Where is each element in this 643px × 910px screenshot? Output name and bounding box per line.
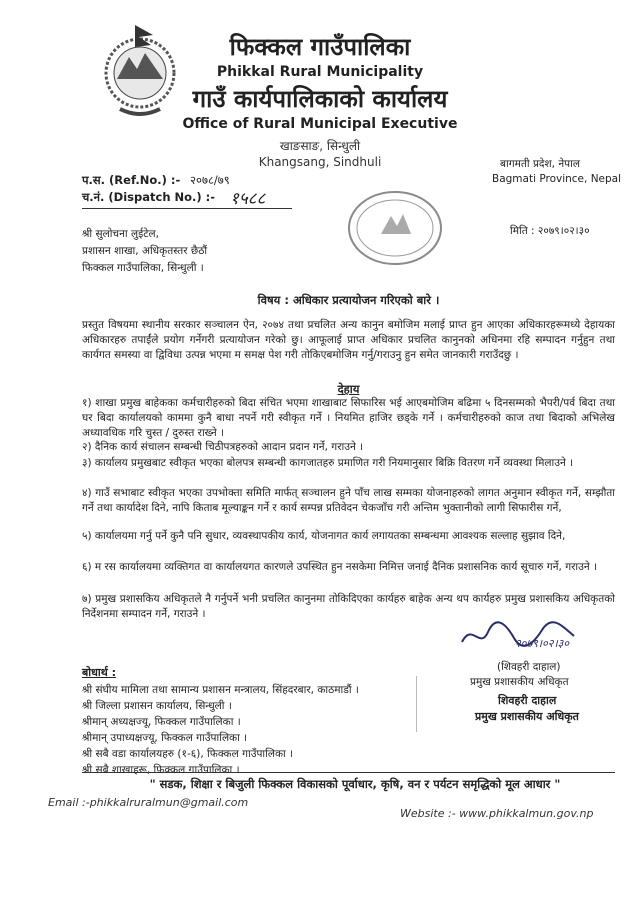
subject: विषय : अधिकार प्रत्यायोजन गरिएको बारे । bbox=[257, 293, 440, 307]
ref-label: प.स. (Ref.No.) :- bbox=[82, 173, 181, 187]
ref-value: २०७८/७९ bbox=[190, 173, 230, 187]
place-en: Khangsang, Sindhuli bbox=[258, 155, 382, 169]
list-title: देहाय bbox=[337, 382, 360, 396]
signer-name: (शिवहरी दाहाल) bbox=[497, 661, 561, 673]
body-paragraph: प्रस्तुत विषयमा स्थानीय सरकार सञ्चालन ऐन, २०७४ तथा प्रचलित अन्य कानुन बमोजिम मलाई प्राप्त हुन आएका अधिकारहरूमध्ये देहायका अधिकारहरु तपाईंले प्रयोग गर्नेगरी प्रत्यायोजन गरेको छु। आफूलाई प्राप्त अधिकार प्रचलित कानुनको अधिनमा रहि सम्पादन गर्नुहुन तथा कार्यगत समस्या वा द्विविधा उत्पन्न भएमा म समक्ष पेश गरी तोकिएबमोजिम गर्नु/गराउनु हुन समेत जानकारी गराउँदछु । bbox=[82, 319, 615, 361]
signature-date: २०७९।०२।३० bbox=[515, 637, 570, 650]
office-name-en: Office of Rural Municipal Executive bbox=[182, 116, 458, 132]
signer-designation: प्रमुख प्रशासकीय अधिकृत bbox=[470, 676, 569, 688]
list-item: ५) कार्यालयमा गर्नु पर्ने कुनै पनि सुधार, व्यवस्थापकीय कार्य, योजनागत कार्य लगायतका सम्बन्धमा आवश्यक सल्लाह सुझाव दिने, bbox=[82, 530, 566, 542]
province-np: बागमती प्रदेश, नेपाल bbox=[500, 158, 580, 170]
office-name-np: गाउँ कार्यपालिकाको कार्यालय bbox=[192, 85, 448, 113]
footer-divider bbox=[82, 772, 615, 773]
list-item: ४) गाउँ सभाबाट स्वीकृत भएका उपभोक्ता समिति मार्फत् सञ्चालन हुने पाँच लाख सम्मका योजनाहरुको लागत अनुमान स्वीकृत गर्ने, सम्झौता गर्ने तथा कार्यादेश दिने, नापि किताब मूल्याङ्कन गर्ने र कार्य सम्पन्न प्रतिवेदन चेकजाँच गरी अन्तिम भुक्तानीको लागी सिफारीस गर्ने, bbox=[82, 487, 615, 514]
dispatch-label: च.नं. (Dispatch No.) :- bbox=[82, 190, 216, 204]
cc-line: श्री जिल्ला प्रशासन कार्यालय, सिन्धुली । bbox=[82, 700, 232, 712]
cc-title: बोधार्थ : bbox=[82, 666, 117, 679]
place-np: खाङसाङ, सिन्धुली bbox=[279, 139, 361, 153]
stamp-name: शिवहरी दाहाल bbox=[498, 694, 557, 707]
dispatch-value: १५८८ bbox=[230, 189, 266, 209]
municipality-name-np: फिक्कल गाउँपालिका bbox=[229, 33, 411, 61]
stamp-title: प्रमुख प्रशासकीय अधिकृत bbox=[475, 710, 579, 723]
cc-line: श्रीमान् अध्यक्षज्यू, फिक्कल गाउँपालिका । bbox=[82, 716, 241, 728]
province-en: Bagmati Province, Nepal bbox=[492, 173, 622, 185]
footer-email: Email :-phikkalruralmun@gmail.com bbox=[48, 796, 249, 809]
cc-line: श्रीमान् उपाध्यक्षज्यू, फिक्कल गाउँपालिका । bbox=[82, 732, 248, 744]
letter-date: मिति : २०७९।०२।३० bbox=[510, 225, 590, 237]
recipient-line-1: श्री सुलोचना लुईटेल, bbox=[82, 228, 160, 240]
list-item: ६) म रस कार्यालयमा व्यक्तिगत वा कार्यालयगत कारणले उपस्थित हुन नसकेमा निमित्त जनाई दैनिक प्रशासनिक कार्य सूचारु गर्ने, गराउने । bbox=[82, 561, 598, 573]
list-item: ७) प्रमुख प्रशासकिय अधिकृतले नै गर्नुपर्ने भनी प्रचलित कानुनमा तोकिदिएका कार्यहरु बाहेक अन्य थप कार्यहरु प्रमुख प्रशासकिय अधिकृतको निर्देशनमा सम्पादन गर्ने, गराउने । bbox=[82, 593, 615, 620]
list-item: ३) कार्यालय प्रमुखबाट स्वीकृत भएका बोलपत्र सम्बन्धी कागजातहरु प्रमाणित गरी नियमानुसार बिक्रि वितरण गर्ने व्यवस्था मिलाउने । bbox=[82, 457, 574, 469]
cc-line: श्री संघीय मामिला तथा सामान्य प्रशासन मन्त्रालय, सिंहदरबार, काठमाडौं । bbox=[82, 684, 359, 696]
list-item: १) शाखा प्रमुख बाहेकका कर्मचारीहरुको बिदा संचित भएमा शाखाबाट सिफारिस भई आएबमोजिम बढिमा ५ दिनसम्मको भैपरी/पर्व बिदा तथा घर बिदा कार्यालयको काममा कुनै बाधा नपर्ने गरी स्वीकृत गर्ने । नियमित हाजिर छड्के गर्ने । कर्मचारीहरुको काज तथा बिदाको अभिलेख अध्यावधिक गरि चुस्त / दुरुस्त राख्ने । bbox=[82, 397, 615, 439]
recipient-line-2: प्रशासन शाखा, अधिकृतस्तर छैठौं bbox=[82, 245, 208, 257]
cc-line: श्री सबै शाखाहरू, फिक्कल गाउँपालिका । bbox=[82, 764, 240, 776]
cc-line: श्री सबै वडा कार्यालयहरु (१-६), फिक्कल गाउँपालिका । bbox=[82, 748, 294, 760]
recipient-line-3: फिक्कल गाउँपालिका, सिन्धुली । bbox=[82, 262, 204, 274]
footer-slogan: " सडक, शिक्षा र बिजुली फिक्कल विकासको पूर्वाधार, कृषि, वन र पर्यटन समृद्धिको मूल आधार " bbox=[149, 777, 561, 791]
municipality-name-en: Phikkal Rural Municipality bbox=[216, 64, 424, 80]
ref-divider bbox=[82, 208, 292, 209]
municipal-seal-icon bbox=[345, 188, 445, 268]
divider bbox=[416, 676, 417, 732]
footer-website: Website :- www.phikkalmun.gov.np bbox=[400, 807, 594, 820]
list-item: २) दैनिक कार्य संचालन सम्बन्धी चिठीपत्रहरुको आदान प्रदान गर्ने, गराउने । bbox=[82, 441, 364, 453]
